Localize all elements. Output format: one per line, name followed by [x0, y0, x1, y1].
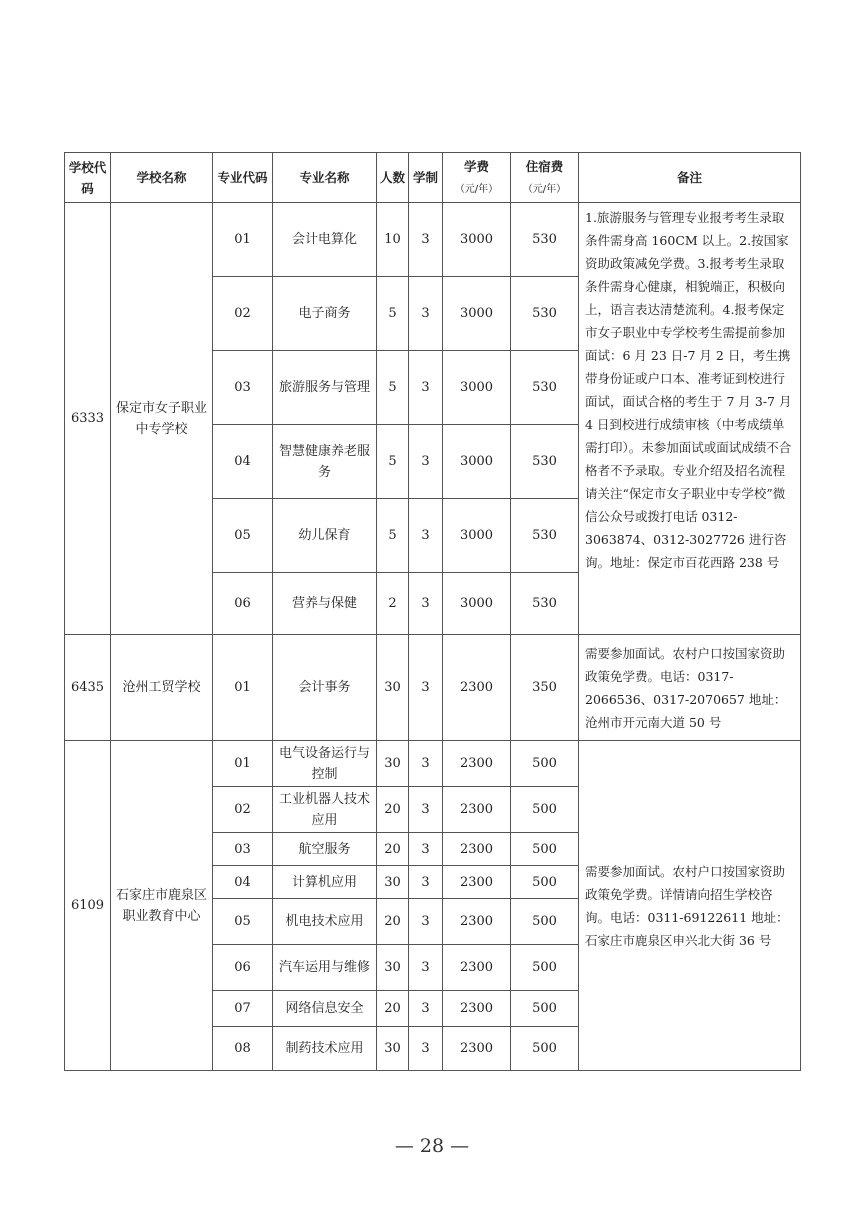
school-name-cell: 保定市女子职业中专学校 [111, 203, 213, 635]
enrollment-count-cell: 20 [377, 833, 409, 866]
enrollment-count-cell: 30 [377, 741, 409, 787]
school-code-cell: 6435 [65, 635, 111, 741]
school-code-cell: 6109 [65, 741, 111, 1071]
duration-cell: 3 [409, 277, 443, 351]
remarks-cell: 1.旅游服务与管理专业报考考生录取条件需身高 160CM 以上。2.按国家资助政策减免学费。3.报考考生录取条件需身心健康，相貌端正，积极向上，语言表达清楚流利。4.报考保定市女子职业中专学校考生需提前参加面试：6 月 23 日-7 月 2 日，考生携带身份证或户口本、准考证到校进行面试，面试合格的考生于 7 月 3-7 月 4 日到校进行成绩审核（中考成绩单需打印）。未参加面试或面试成绩不合格者不予录取。专业介绍及招名流程请关注“保定市女子职业中专学校”微信公众号或拨打电话 0312-3063874、0312-3027726 进行咨询。地址：保定市百花西路 238 号 [579, 203, 801, 635]
tuition-cell: 2300 [443, 945, 511, 991]
lodging-fee-cell: 530 [511, 425, 579, 499]
lodging-fee-cell: 500 [511, 833, 579, 866]
enrollment-count-cell: 10 [377, 203, 409, 277]
major-code-cell: 02 [213, 277, 273, 351]
duration-cell: 3 [409, 425, 443, 499]
lodging-fee-cell: 500 [511, 991, 579, 1027]
lodging-fee-cell: 530 [511, 573, 579, 635]
remarks-cell: 需要参加面试。农村户口按国家资助政策免学费。详情请向招生学校咨询。电话：0311-69122611 地址：石家庄市鹿泉区申兴北大街 36 号 [579, 741, 801, 1071]
major-code-cell: 01 [213, 741, 273, 787]
tuition-cell: 2300 [443, 741, 511, 787]
major-name-cell: 航空服务 [273, 833, 377, 866]
enrollment-count-cell: 5 [377, 351, 409, 425]
major-code-cell: 05 [213, 499, 273, 573]
major-name-cell: 营养与保健 [273, 573, 377, 635]
tuition-cell: 3000 [443, 425, 511, 499]
major-name-cell: 幼儿保育 [273, 499, 377, 573]
admissions-table [64, 152, 801, 1071]
duration-cell: 3 [409, 945, 443, 991]
lodging-fee-cell: 500 [511, 787, 579, 833]
enrollment-count-cell: 5 [377, 499, 409, 573]
major-name-cell: 网络信息安全 [273, 991, 377, 1027]
major-name-cell: 汽车运用与维修 [273, 945, 377, 991]
header-school-code: 学校代码 [65, 153, 111, 203]
major-name-cell: 计算机应用 [273, 866, 377, 899]
header-major-code: 专业代码 [213, 153, 273, 203]
enrollment-count-cell: 30 [377, 945, 409, 991]
enrollment-count-cell: 5 [377, 425, 409, 499]
table-row [65, 635, 801, 741]
remarks-cell: 需要参加面试。农村户口按国家资助政策免学费。电话：0317-2066536、0317-2070657 地址：沧州市开元南大道 50 号 [579, 635, 801, 741]
major-code-cell: 06 [213, 573, 273, 635]
lodging-fee-cell: 530 [511, 351, 579, 425]
lodging-fee-cell: 350 [511, 635, 579, 741]
duration-cell: 3 [409, 573, 443, 635]
lodging-fee-cell: 500 [511, 741, 579, 787]
enrollment-count-cell: 5 [377, 277, 409, 351]
major-name-cell: 制药技术应用 [273, 1027, 377, 1071]
header-tuition-unit: （元/年） [454, 183, 499, 195]
tuition-cell: 2300 [443, 833, 511, 866]
duration-cell: 3 [409, 203, 443, 277]
duration-cell: 3 [409, 833, 443, 866]
header-duration: 学制 [409, 153, 443, 203]
tuition-cell: 2300 [443, 787, 511, 833]
major-name-cell: 智慧健康养老服务 [273, 425, 377, 499]
duration-cell: 3 [409, 741, 443, 787]
major-code-cell: 02 [213, 787, 273, 833]
header-lodging [511, 153, 579, 203]
tuition-cell: 3000 [443, 573, 511, 635]
duration-cell: 3 [409, 499, 443, 573]
major-code-cell: 01 [213, 203, 273, 277]
major-name-cell: 电子商务 [273, 277, 377, 351]
major-code-cell: 03 [213, 351, 273, 425]
tuition-cell: 2300 [443, 866, 511, 899]
enrollment-count-cell: 20 [377, 787, 409, 833]
major-code-cell: 08 [213, 1027, 273, 1071]
lodging-fee-cell: 500 [511, 866, 579, 899]
lodging-fee-cell: 530 [511, 277, 579, 351]
lodging-fee-cell: 500 [511, 945, 579, 991]
duration-cell: 3 [409, 991, 443, 1027]
duration-cell: 3 [409, 787, 443, 833]
major-code-cell: 04 [213, 866, 273, 899]
header-lodging-unit: （元/年） [522, 183, 567, 195]
school-name-cell: 石家庄市鹿泉区职业教育中心 [111, 741, 213, 1071]
tuition-cell: 2300 [443, 635, 511, 741]
enrollment-count-cell: 30 [377, 866, 409, 899]
page-number: — 28 — [394, 1135, 470, 1157]
tuition-cell: 2300 [443, 991, 511, 1027]
major-code-cell: 06 [213, 945, 273, 991]
enrollment-count-cell: 2 [377, 573, 409, 635]
table-body [65, 203, 801, 1071]
duration-cell: 3 [409, 899, 443, 945]
enrollment-count-cell: 30 [377, 1027, 409, 1071]
enrollment-count-cell: 20 [377, 899, 409, 945]
tuition-cell: 3000 [443, 203, 511, 277]
lodging-fee-cell: 530 [511, 499, 579, 573]
major-name-cell: 机电技术应用 [273, 899, 377, 945]
major-name-cell: 会计事务 [273, 635, 377, 741]
header-school-name: 学校名称 [111, 153, 213, 203]
header-lodging-label: 住宿费 [525, 158, 564, 174]
major-code-cell: 03 [213, 833, 273, 866]
duration-cell: 3 [409, 351, 443, 425]
lodging-fee-cell: 530 [511, 203, 579, 277]
header-major-name: 专业名称 [273, 153, 377, 203]
tuition-cell: 2300 [443, 899, 511, 945]
table-row [65, 741, 801, 787]
tuition-cell: 3000 [443, 277, 511, 351]
tuition-cell: 3000 [443, 351, 511, 425]
major-code-cell: 05 [213, 899, 273, 945]
header-remarks: 备注 [579, 153, 801, 203]
enrollment-count-cell: 30 [377, 635, 409, 741]
tuition-cell: 3000 [443, 499, 511, 573]
duration-cell: 3 [409, 866, 443, 899]
major-name-cell: 会计电算化 [273, 203, 377, 277]
school-name-cell: 沧州工贸学校 [111, 635, 213, 741]
duration-cell: 3 [409, 635, 443, 741]
header-tuition [443, 153, 511, 203]
major-name-cell: 工业机器人技术应用 [273, 787, 377, 833]
major-code-cell: 01 [213, 635, 273, 741]
major-code-cell: 07 [213, 991, 273, 1027]
lodging-fee-cell: 500 [511, 899, 579, 945]
header-count: 人数 [377, 153, 409, 203]
enrollment-count-cell: 20 [377, 991, 409, 1027]
major-code-cell: 04 [213, 425, 273, 499]
duration-cell: 3 [409, 1027, 443, 1071]
major-name-cell: 电气设备运行与控制 [273, 741, 377, 787]
header-tuition-label: 学费 [463, 158, 489, 174]
lodging-fee-cell: 500 [511, 1027, 579, 1071]
table-row [65, 203, 801, 277]
major-name-cell: 旅游服务与管理 [273, 351, 377, 425]
tuition-cell: 2300 [443, 1027, 511, 1071]
table-header-row [65, 153, 801, 203]
school-code-cell: 6333 [65, 203, 111, 635]
